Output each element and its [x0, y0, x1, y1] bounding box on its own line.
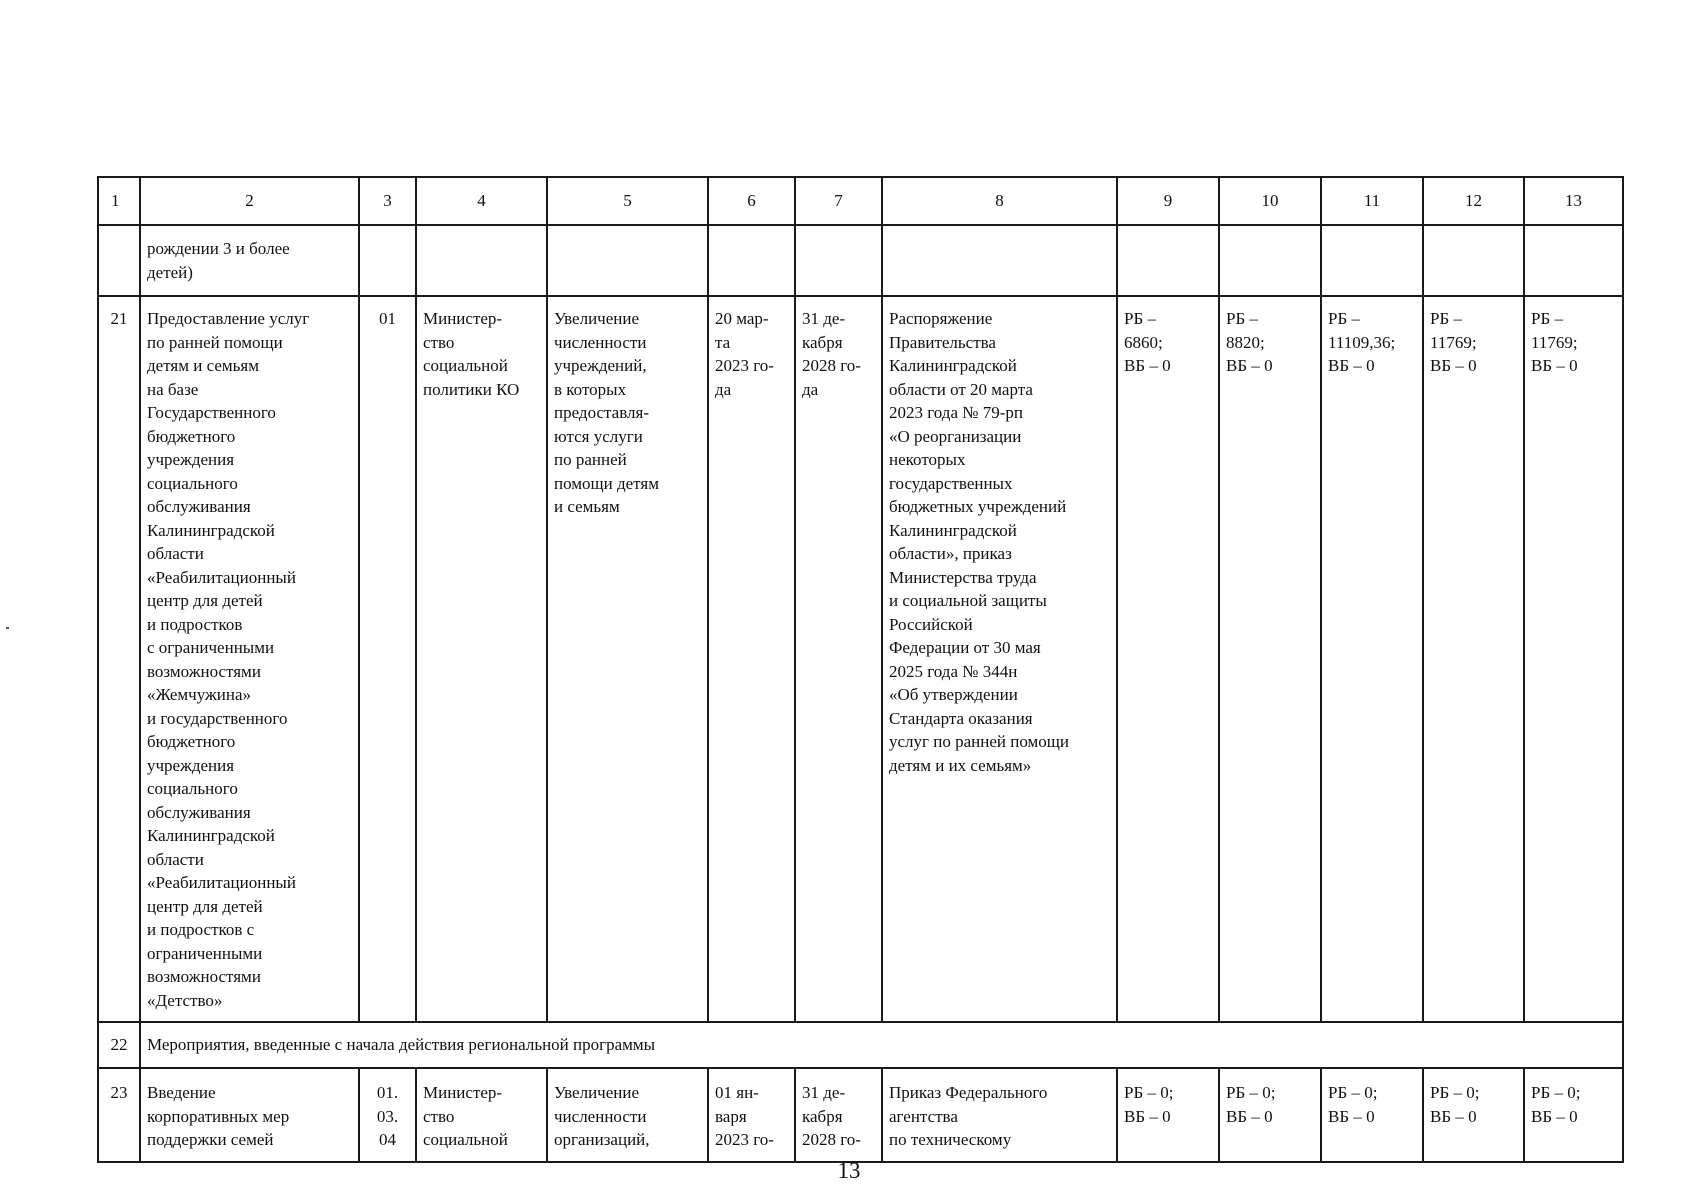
cell-measure-name: Введение корпоративных мер поддержки семей	[140, 1068, 359, 1162]
page-number: 13	[837, 1158, 861, 1183]
cell-empty	[547, 225, 708, 296]
cell-funding-col11: РБ – 11109,36; ВБ – 0	[1321, 296, 1423, 1022]
cell-expected-result: Увеличение численности учреждений, в которых предоставля- ются услуги по ранней помощи детям и семьям	[547, 296, 708, 1022]
header-cell-6: 6	[708, 177, 795, 225]
cell-section-title: Мероприятия, введенные с начала действия региональной программы	[140, 1022, 1623, 1068]
cell-empty	[1524, 225, 1623, 296]
cell-funding-col10: РБ – 0; ВБ – 0	[1219, 1068, 1321, 1162]
header-cell-10: 10	[1219, 177, 1321, 225]
cell-empty	[1117, 225, 1219, 296]
cell-start-date: 01 ян- варя 2023 го-	[708, 1068, 795, 1162]
cell-funding-col11: РБ – 0; ВБ – 0	[1321, 1068, 1423, 1162]
table-row-23	[98, 1068, 1623, 1162]
cell-legal-basis: Приказ Федерального агентства по техническому	[882, 1068, 1117, 1162]
cell-empty	[98, 225, 140, 296]
cell-end-date: 31 де- кабря 2028 го-	[795, 1068, 882, 1162]
cell-row-number: 23	[98, 1068, 140, 1162]
cell-empty	[416, 225, 547, 296]
table-row-continuation	[98, 225, 1623, 296]
cell-funding-col10: РБ – 8820; ВБ – 0	[1219, 296, 1321, 1022]
cell-funding-col13: РБ – 0; ВБ – 0	[1524, 1068, 1623, 1162]
table-row-22-section	[98, 1022, 1623, 1068]
cell-code: 01	[359, 296, 416, 1022]
cell-row-number: 22	[98, 1022, 140, 1068]
cell-responsible: Министер- ство социальной	[416, 1068, 547, 1162]
cell-funding-col13: РБ – 11769; ВБ – 0	[1524, 296, 1623, 1022]
header-cell-9: 9	[1117, 177, 1219, 225]
header-cell-1: 1	[98, 177, 140, 225]
scan-artifact-mark	[6, 627, 9, 629]
cell-funding-col9: РБ – 6860; ВБ – 0	[1117, 296, 1219, 1022]
cell-funding-col9: РБ – 0; ВБ – 0	[1117, 1068, 1219, 1162]
cell-row-number: 21	[98, 296, 140, 1022]
header-cell-3: 3	[359, 177, 416, 225]
header-cell-11: 11	[1321, 177, 1423, 225]
cell-empty	[1423, 225, 1524, 296]
cell-empty	[708, 225, 795, 296]
cell-legal-basis: Распоряжение Правительства Калининградской области от 20 марта 2023 года № 79-рп «О реорганизации некоторых государственных бюджетных учреждений Калининградской области», приказ Министерства труда и социальной защиты Российской Федерации от 30 мая 2025 года № 344н «Об утверждении Стандарта оказания услуг по ранней помощи детям и их семьям»	[882, 296, 1117, 1022]
cell-continued-name: рождении 3 и более детей)	[140, 225, 359, 296]
table-header-row	[98, 177, 1623, 225]
header-cell-8: 8	[882, 177, 1117, 225]
cell-expected-result: Увеличение численности организаций,	[547, 1068, 708, 1162]
cell-empty	[882, 225, 1117, 296]
program-measures-table	[97, 176, 1624, 1163]
cell-funding-col12: РБ – 11769; ВБ – 0	[1423, 296, 1524, 1022]
cell-empty	[1219, 225, 1321, 296]
cell-code: 01. 03. 04	[359, 1068, 416, 1162]
cell-funding-col12: РБ – 0; ВБ – 0	[1423, 1068, 1524, 1162]
cell-measure-name: Предоставление услуг по ранней помощи детям и семьям на базе Государственного бюджетного учреждения социального обслуживания Калининградской области «Реабилитационный центр для детей и подростков с ограниченными возможностями «Жемчужина» и государственного бюджетного учреждения социального обслуживания Калининградской области «Реабилитационный центр для детей и подростков с ограниченными возможностями «Детство»	[140, 296, 359, 1022]
header-cell-2: 2	[140, 177, 359, 225]
header-cell-12: 12	[1423, 177, 1524, 225]
cell-responsible: Министер- ство социальной политики КО	[416, 296, 547, 1022]
cell-end-date: 31 де- кабря 2028 го- да	[795, 296, 882, 1022]
cell-empty	[359, 225, 416, 296]
header-cell-5: 5	[547, 177, 708, 225]
cell-start-date: 20 мар- та 2023 го- да	[708, 296, 795, 1022]
table-row-21	[98, 296, 1623, 1022]
cell-empty	[795, 225, 882, 296]
header-cell-4: 4	[416, 177, 547, 225]
header-cell-7: 7	[795, 177, 882, 225]
header-cell-13: 13	[1524, 177, 1623, 225]
cell-empty	[1321, 225, 1423, 296]
